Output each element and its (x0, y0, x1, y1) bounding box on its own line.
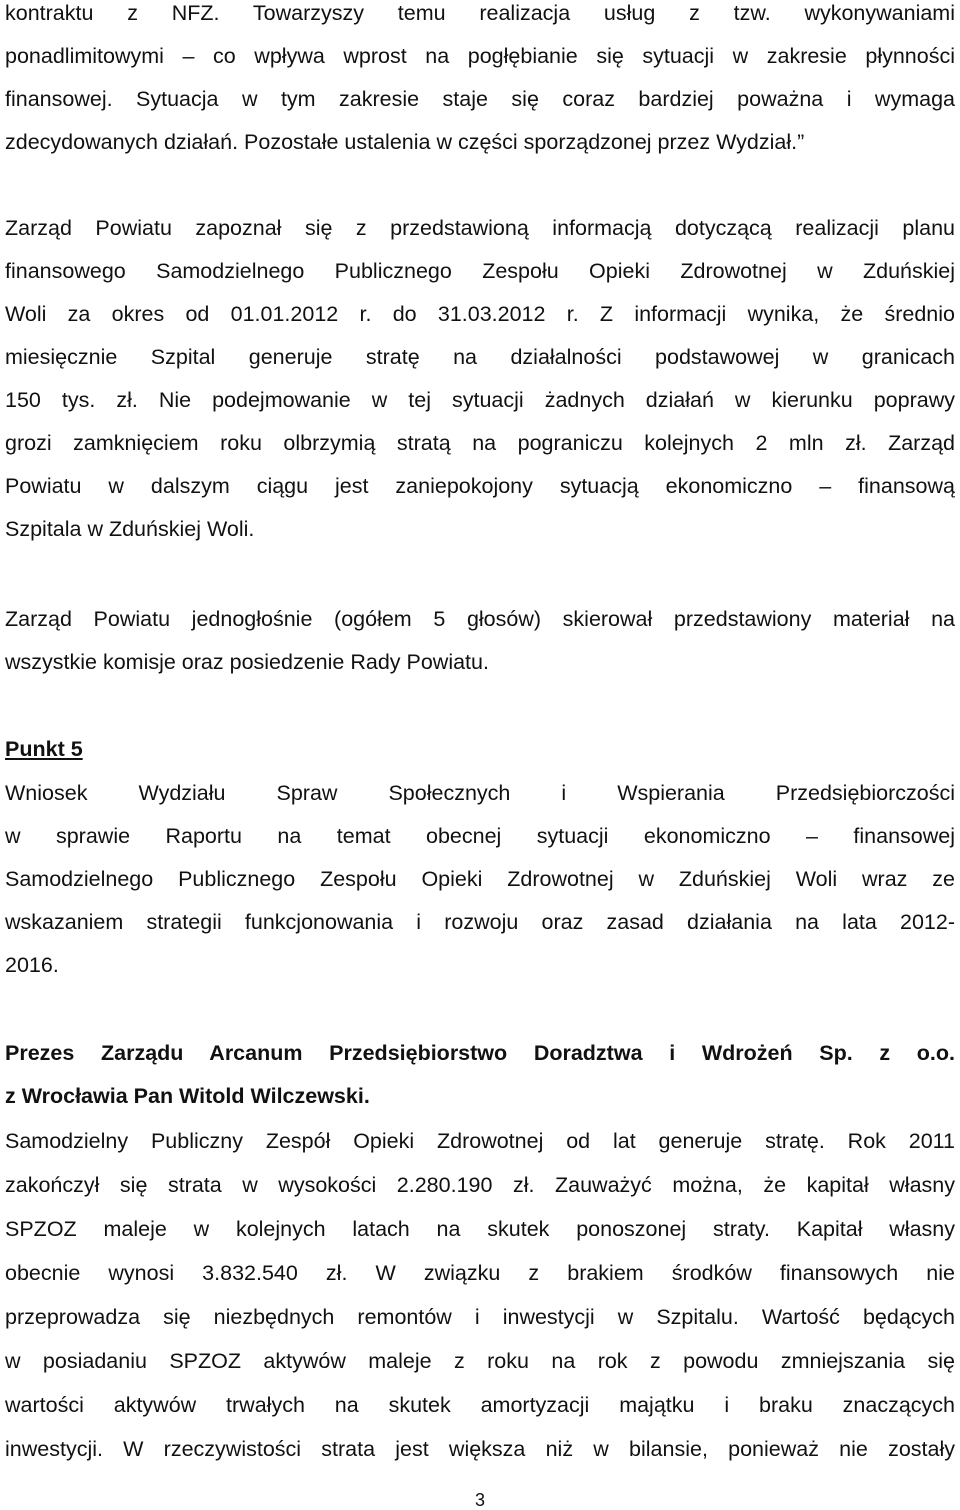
page-number: 3 (474, 1490, 485, 1510)
text-line: finansowego Samodzielnego Publicznego Zespołu Opieki Zdrowotnej w Zduńskiej (5, 259, 955, 283)
text-line: wszystkie komisje oraz posiedzenie Rady Powiatu. (5, 650, 489, 674)
text-line: finansowej. Sytuacja w tym zakresie staje się coraz bardziej poważna i wymaga (5, 87, 955, 111)
text-line: Zarząd Powiatu jednogłośnie (ogółem 5 głosów) skierował przedstawiony materiał na (5, 607, 955, 631)
text-line: Woli za okres od 01.01.2012 r. do 31.03.2012 r. Z informacji wynika, że średnio (5, 302, 955, 326)
heading-punkt-5: Punkt 5 (5, 737, 83, 761)
text-line: 2016. (5, 953, 59, 977)
text-line: Powiatu w dalszym ciągu jest zaniepokojony sytuacją ekonomiczno – finansową (5, 474, 955, 498)
text-line: grozi zamknięciem roku olbrzymią stratą na pograniczu kolejnych 2 mln zł. Zarząd (5, 431, 955, 455)
text-line: wartości aktywów trwałych na skutek amortyzacji majątku i braku znaczących (5, 1393, 955, 1417)
text-line: obecnie wynosi 3.832.540 zł. W związku z brakiem środków finansowych nie (5, 1261, 955, 1285)
text-line: w sprawie Raportu na temat obecnej sytuacji ekonomiczno – finansowej (5, 824, 955, 848)
text-line: inwestycji. W rzeczywistości strata jest większa niż w bilansie, ponieważ nie zostały (5, 1437, 955, 1461)
text-line: kontraktu z NFZ. Towarzyszy temu realizacja usług z tzw. wykonywaniami (5, 1, 955, 25)
speaker-line: z Wrocławia Pan Witold Wilczewski. (5, 1084, 370, 1108)
text-line: Zarząd Powiatu zapoznał się z przedstawioną informacją dotyczącą realizacji planu (5, 216, 955, 240)
text-line: Samodzielny Publiczny Zespół Opieki Zdrowotnej od lat generuje stratę. Rok 2011 (5, 1129, 955, 1153)
text-line: wskazaniem strategii funkcjonowania i rozwoju oraz zasad działania na lata 2012- (5, 910, 955, 934)
text-line: 150 tys. zł. Nie podejmowanie w tej sytuacji żadnych działań w kierunku poprawy (5, 388, 955, 412)
text-line: Szpitala w Zduńskiej Woli. (5, 517, 255, 541)
text-line: w posiadaniu SPZOZ aktywów maleje z roku na rok z powodu zmniejszania się (5, 1349, 955, 1373)
speaker-line: Prezes Zarządu Arcanum Przedsiębiorstwo Doradztwa i Wdrożeń Sp. z o.o. (5, 1041, 955, 1065)
text-line: ponadlimitowymi – co wpływa wprost na pogłębianie się sytuacji w zakresie płynności (5, 44, 955, 68)
text-line: Wniosek Wydziału Spraw Społecznych i Wspierania Przedsiębiorczości (5, 781, 955, 805)
text-line: przeprowadza się niezbędnych remontów i inwestycji w Szpitalu. Wartość będących (5, 1305, 955, 1329)
text-line: Samodzielnego Publicznego Zespołu Opieki Zdrowotnej w Zduńskiej Woli wraz ze (5, 867, 955, 891)
text-line: SPZOZ maleje w kolejnych latach na skutek ponoszonej straty. Kapitał własny (5, 1217, 955, 1241)
text-line: miesięcznie Szpital generuje stratę na działalności podstawowej w granicach (5, 345, 955, 369)
text-line: zakończył się strata w wysokości 2.280.190 zł. Zauważyć można, że kapitał własny (5, 1173, 955, 1197)
text-line: zdecydowanych działań. Pozostałe ustalenia w części sporządzonej przez Wydział.” (5, 130, 805, 154)
